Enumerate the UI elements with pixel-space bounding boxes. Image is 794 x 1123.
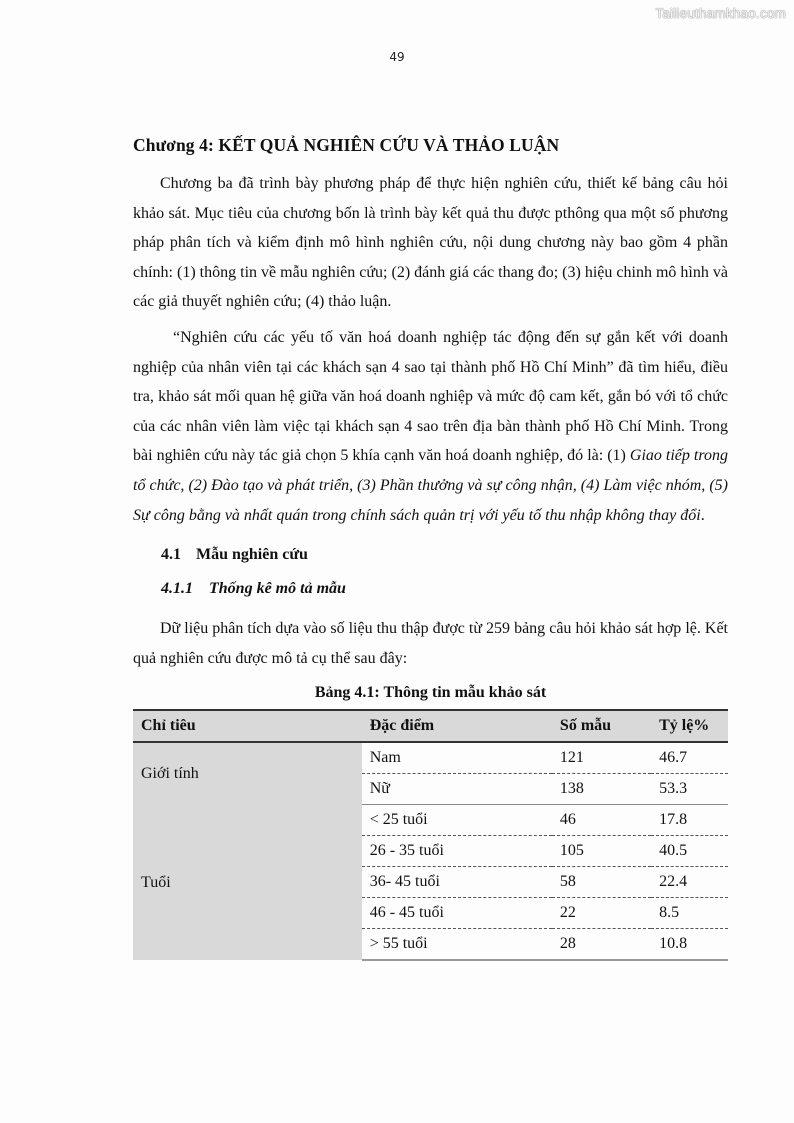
chapter-title: Chương 4: KẾT QUẢ NGHIÊN CỨU VÀ THẢO LUẬN [133, 135, 560, 155]
subsection-title: Thống kê mô tả mẫu [209, 580, 346, 598]
sample-count-cell: 138 [552, 774, 651, 805]
group-label: Giới tính [133, 742, 362, 805]
characteristic-cell: 36- 45 tuổi [362, 867, 552, 898]
section-heading [161, 542, 728, 568]
study-description-paragraph [133, 323, 728, 530]
subsection-number: 4.1.1 [161, 580, 193, 598]
subsection-heading [161, 576, 728, 602]
percent-cell: 8.5 [651, 898, 728, 929]
table-body [133, 742, 728, 960]
characteristic-cell: > 55 tuổi [362, 929, 552, 961]
sample-count-cell: 28 [552, 929, 651, 961]
section-title: Mẫu nghiên cứu [196, 546, 308, 564]
sample-count-cell: 58 [552, 867, 651, 898]
header-sample-count: Số mẫu [552, 710, 651, 742]
characteristic-cell: Nữ [362, 774, 552, 805]
percent-cell: 53.3 [651, 774, 728, 805]
document-body [133, 133, 728, 961]
percent-cell: 22.4 [651, 867, 728, 898]
header-characteristic: Đặc điểm [362, 710, 552, 742]
table-caption: Bảng 4.1: Thông tin mẫu khảo sát [314, 684, 547, 702]
characteristic-cell: Nam [362, 742, 552, 774]
characteristic-cell: < 25 tuổi [362, 805, 552, 836]
header-indicator: Chỉ tiêu [133, 710, 362, 742]
paragraph-end: . [700, 506, 705, 524]
section-number: 4.1 [161, 546, 181, 564]
sample-count-cell: 105 [552, 836, 651, 867]
sample-count-cell: 22 [552, 898, 651, 929]
header-percent: Tỷ lệ% [651, 710, 728, 742]
table-header-row [133, 710, 728, 742]
watermark: Tailieuthamkhao.com [655, 6, 786, 21]
data-source-paragraph: Dữ liệu phân tích dựa vào số liệu thu thập được từ 259 bảng câu hỏi khảo sát hợp lệ. Kết quả nghiên cứu được mô tả cụ thể sau đây: [133, 620, 728, 667]
percent-cell: 10.8 [651, 929, 728, 961]
sample-count-cell: 121 [552, 742, 651, 774]
intro-paragraph: Chương ba đã trình bày phương pháp để thực hiện nghiên cứu, thiết kế bảng câu hỏi khảo sát. Mục tiêu của chương bốn là trình bày kết quả thu được pthông qua một số phương pháp phân tích và kiểm định mô hình nghiên cứu, nội dung chương này bao gồm 4 phần chính: (1) thông tin về mẫu nghiên cứu; (2) đánh giá các thang đo; (3) hiệu chinh mô hình và các giả thuyết nghiên cứu; (4) thảo luận. [133, 175, 728, 311]
group-label: Tuổi [133, 805, 362, 961]
percent-cell: 17.8 [651, 805, 728, 836]
table-row [133, 805, 728, 836]
culture-dimensions-list: Giao tiếp trong tổ chức, (2) Đào tạo và phát triển, (3) Phần thưởng và sự công nhận, (4) Làm việc nhóm, (5) Sự công bằng và nhất quán trong chính sách quản trị với yếu tố thu nhập không thay đổi [133, 447, 729, 524]
page-number: 49 [389, 50, 405, 64]
study-description-text: “Nghiên cứu các yếu tố văn hoá doanh nghiệp tác động đến sự gắn kết với doanh nghiệp của nhân viên tại các khách sạn 4 sao tại thành phố Hồ Chí Minh” đã tìm hiểu, điều tra, khảo sát mối quan hệ giữa văn hoá doanh nghiệp và mức độ cam kết, gắn bó với tổ chức của các nhân viên làm việc tại khách sạn 4 sao trên địa bàn thành phố Hồ Chí Minh. Trong bài nghiên cứu này tác giả chọn 5 khía cạnh văn hoá doanh nghiệp, đó là: (1) [133, 328, 728, 465]
table-row [133, 742, 728, 774]
sample-count-cell: 46 [552, 805, 651, 836]
percent-cell: 40.5 [651, 836, 728, 867]
survey-sample-table [133, 709, 728, 961]
percent-cell: 46.7 [651, 742, 728, 774]
characteristic-cell: 26 - 35 tuổi [362, 836, 552, 867]
characteristic-cell: 46 - 45 tuổi [362, 898, 552, 929]
